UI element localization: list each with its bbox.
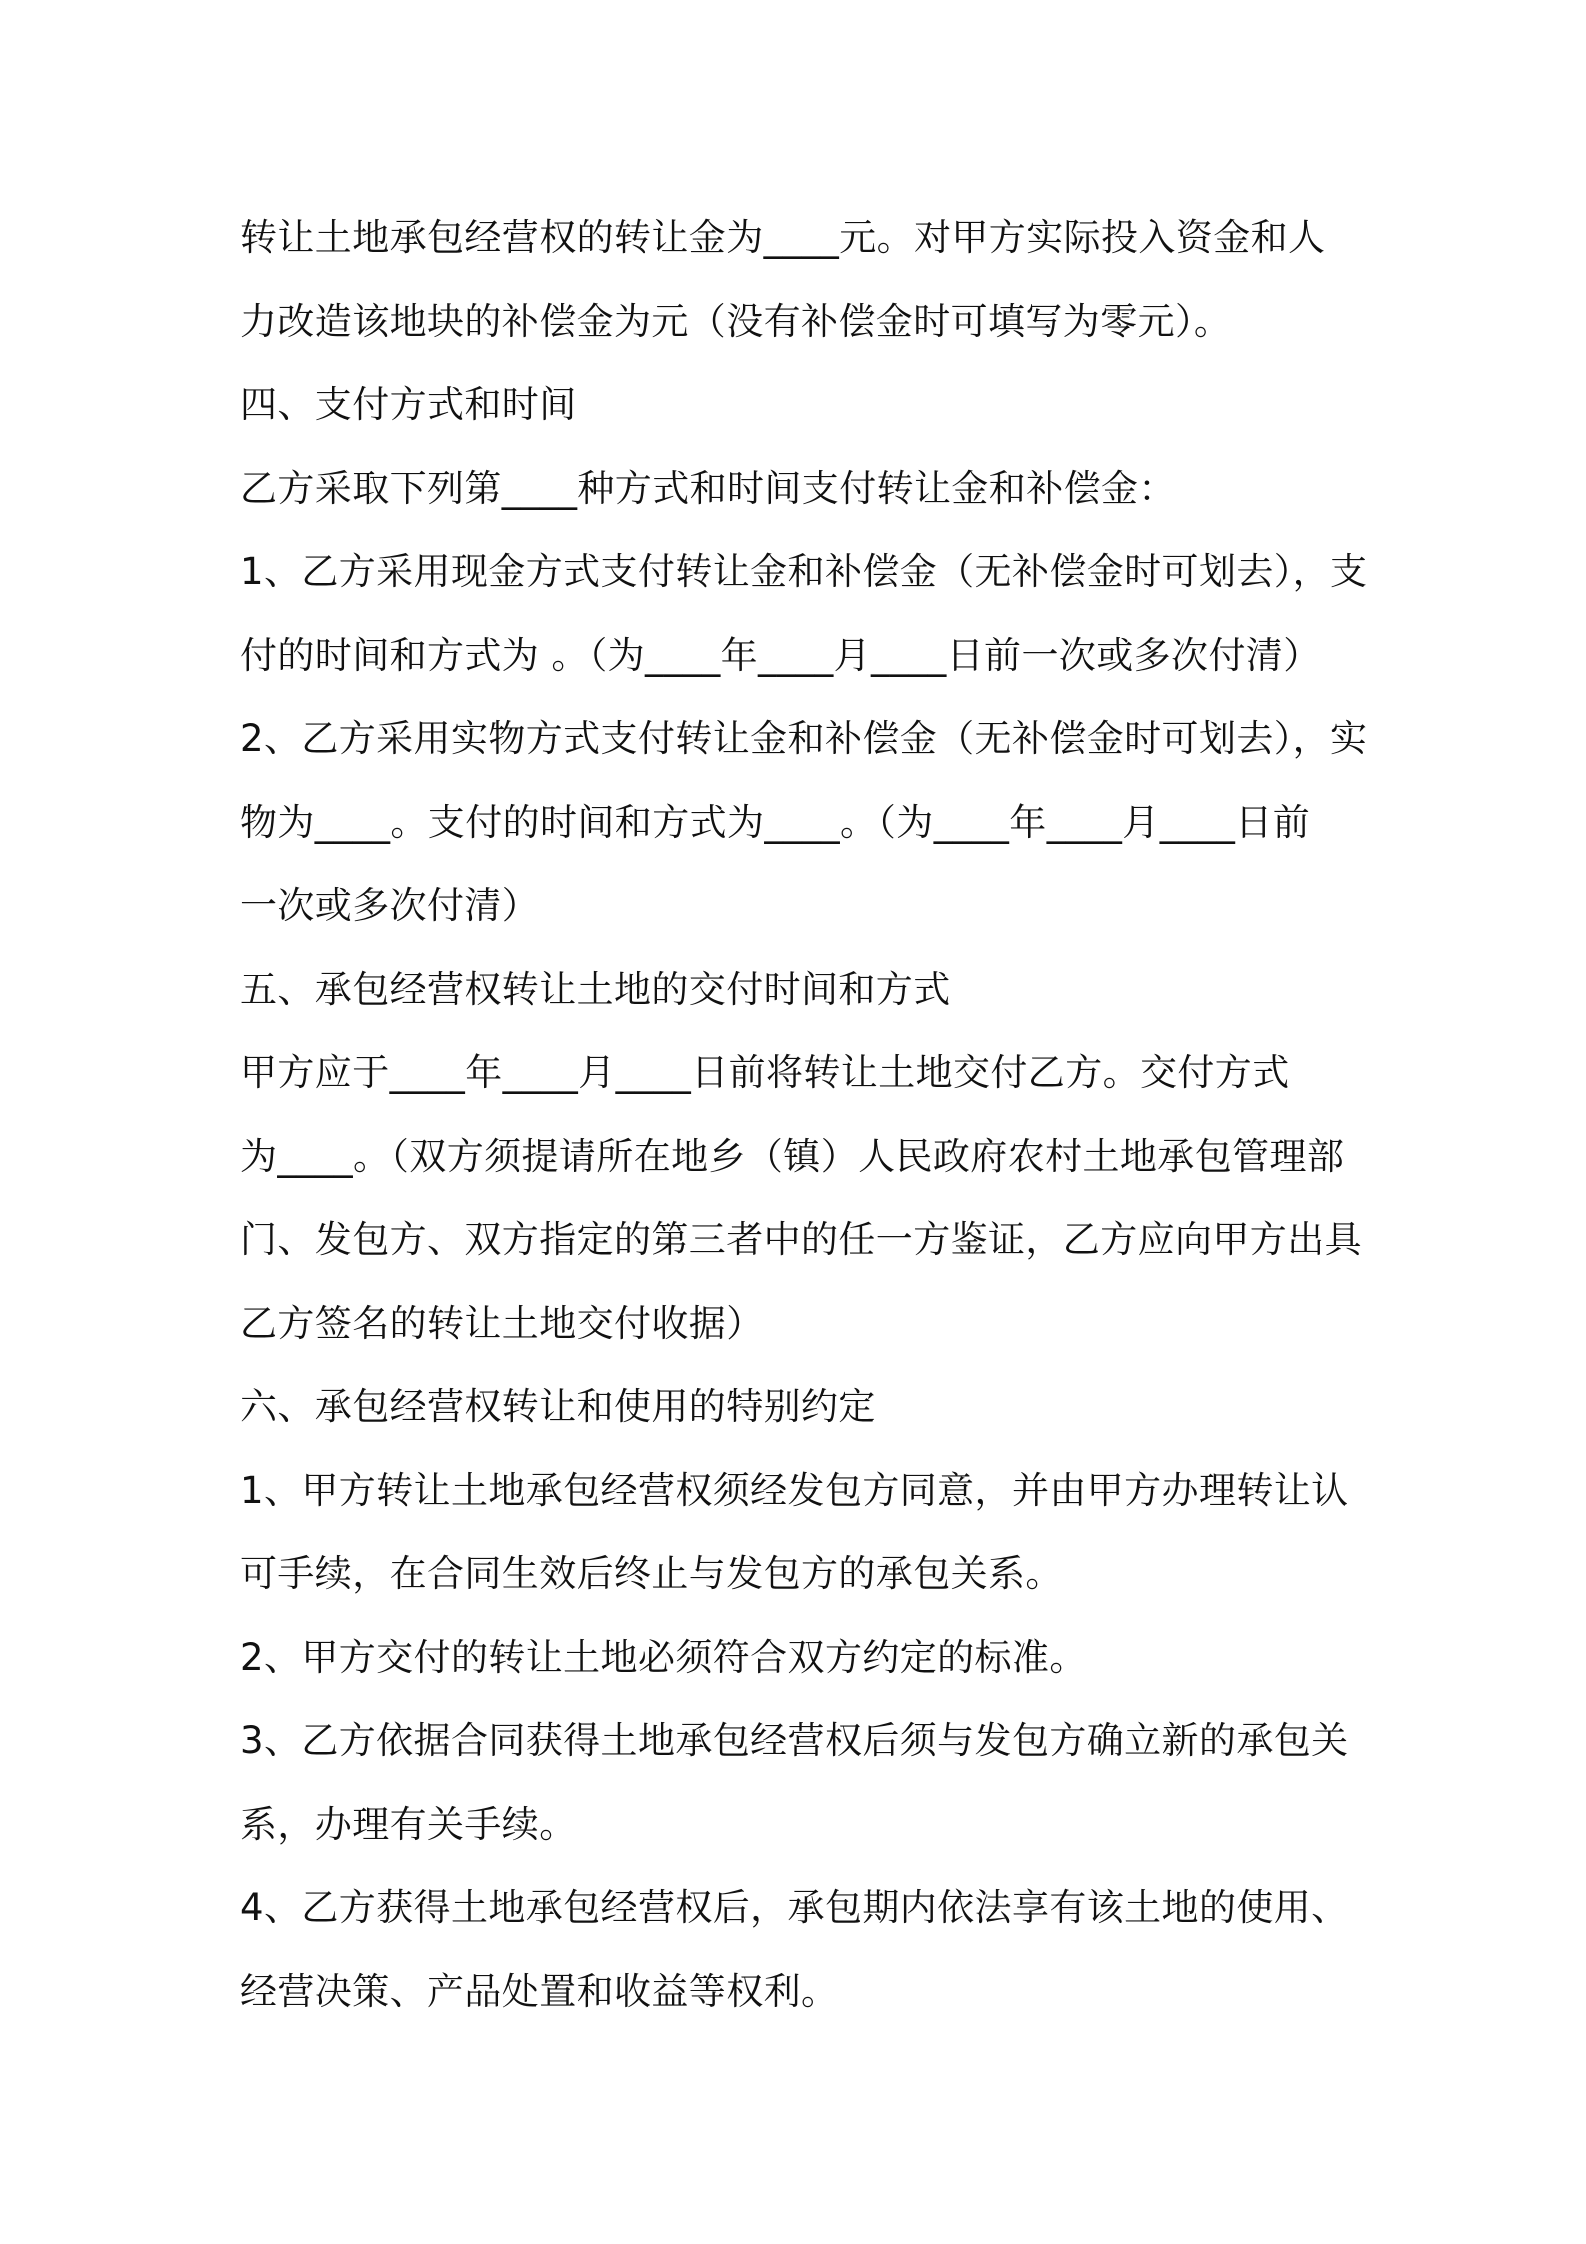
paragraph-line: 付的时间和方式为 。（为____年____月____日前一次或多次付清） (240, 633, 1321, 677)
section-heading: 五、承包经营权转让土地的交付时间和方式 (240, 967, 951, 1011)
document-body (240, 196, 1370, 2033)
paragraph-line: 系，办理有关手续。 (240, 1802, 577, 1846)
list-item: 2、乙方采用实物方式支付转让金和补偿金（无补偿金时可划去），实 (240, 717, 1368, 760)
list-item: 1、甲方转让土地承包经营权须经发包方同意，并由甲方办理转让认 (240, 1468, 1349, 1512)
paragraph-line: 一次或多次付清） (240, 884, 540, 927)
paragraph-line: 力改造该地块的补偿金为元（没有补偿金时可填写为零元）。 (240, 299, 1232, 343)
paragraph-line: 甲方应于____年____月____日前将转让土地交付乙方。交付方式 (240, 1051, 1290, 1094)
paragraph-line: 经营决策、产品处置和收益等权利。 (240, 1969, 839, 2013)
paragraph-line: 可手续，在合同生效后终止与发包方的承包关系。 (240, 1552, 1063, 1595)
paragraph-line: 物为____。支付的时间和方式为____。（为____年____月____日前 (240, 800, 1311, 844)
paragraph-line: 乙方采取下列第____种方式和时间支付转让金和补偿金： (240, 466, 1176, 510)
paragraph-line: 转让土地承包经营权的转让金为____元。对甲方实际投入资金和人 (240, 216, 1326, 259)
section-heading: 四、支付方式和时间 (240, 383, 577, 426)
list-item: 3、乙方依据合同获得土地承包经营权后须与发包方确立新的承包关 (240, 1719, 1349, 1762)
paragraph-line: 乙方签名的转让土地交付收据） (240, 1301, 764, 1345)
list-item: 1、乙方采用现金方式支付转让金和补偿金（无补偿金时可划去），支 (240, 550, 1368, 593)
list-item: 2、甲方交付的转让土地必须符合双方约定的标准。 (240, 1635, 1087, 1679)
paragraph-line: 为____。（双方须提请所在地乡（镇）人民政府农村土地承包管理部 (240, 1134, 1345, 1178)
list-item: 4、乙方获得土地承包经营权后，承包期内依法享有该土地的使用、 (240, 1886, 1349, 1929)
section-heading: 六、承包经营权转让和使用的特别约定 (240, 1385, 876, 1428)
paragraph-line: 门、发包方、双方指定的第三者中的任一方鉴证，乙方应向甲方出具 (240, 1218, 1362, 1261)
